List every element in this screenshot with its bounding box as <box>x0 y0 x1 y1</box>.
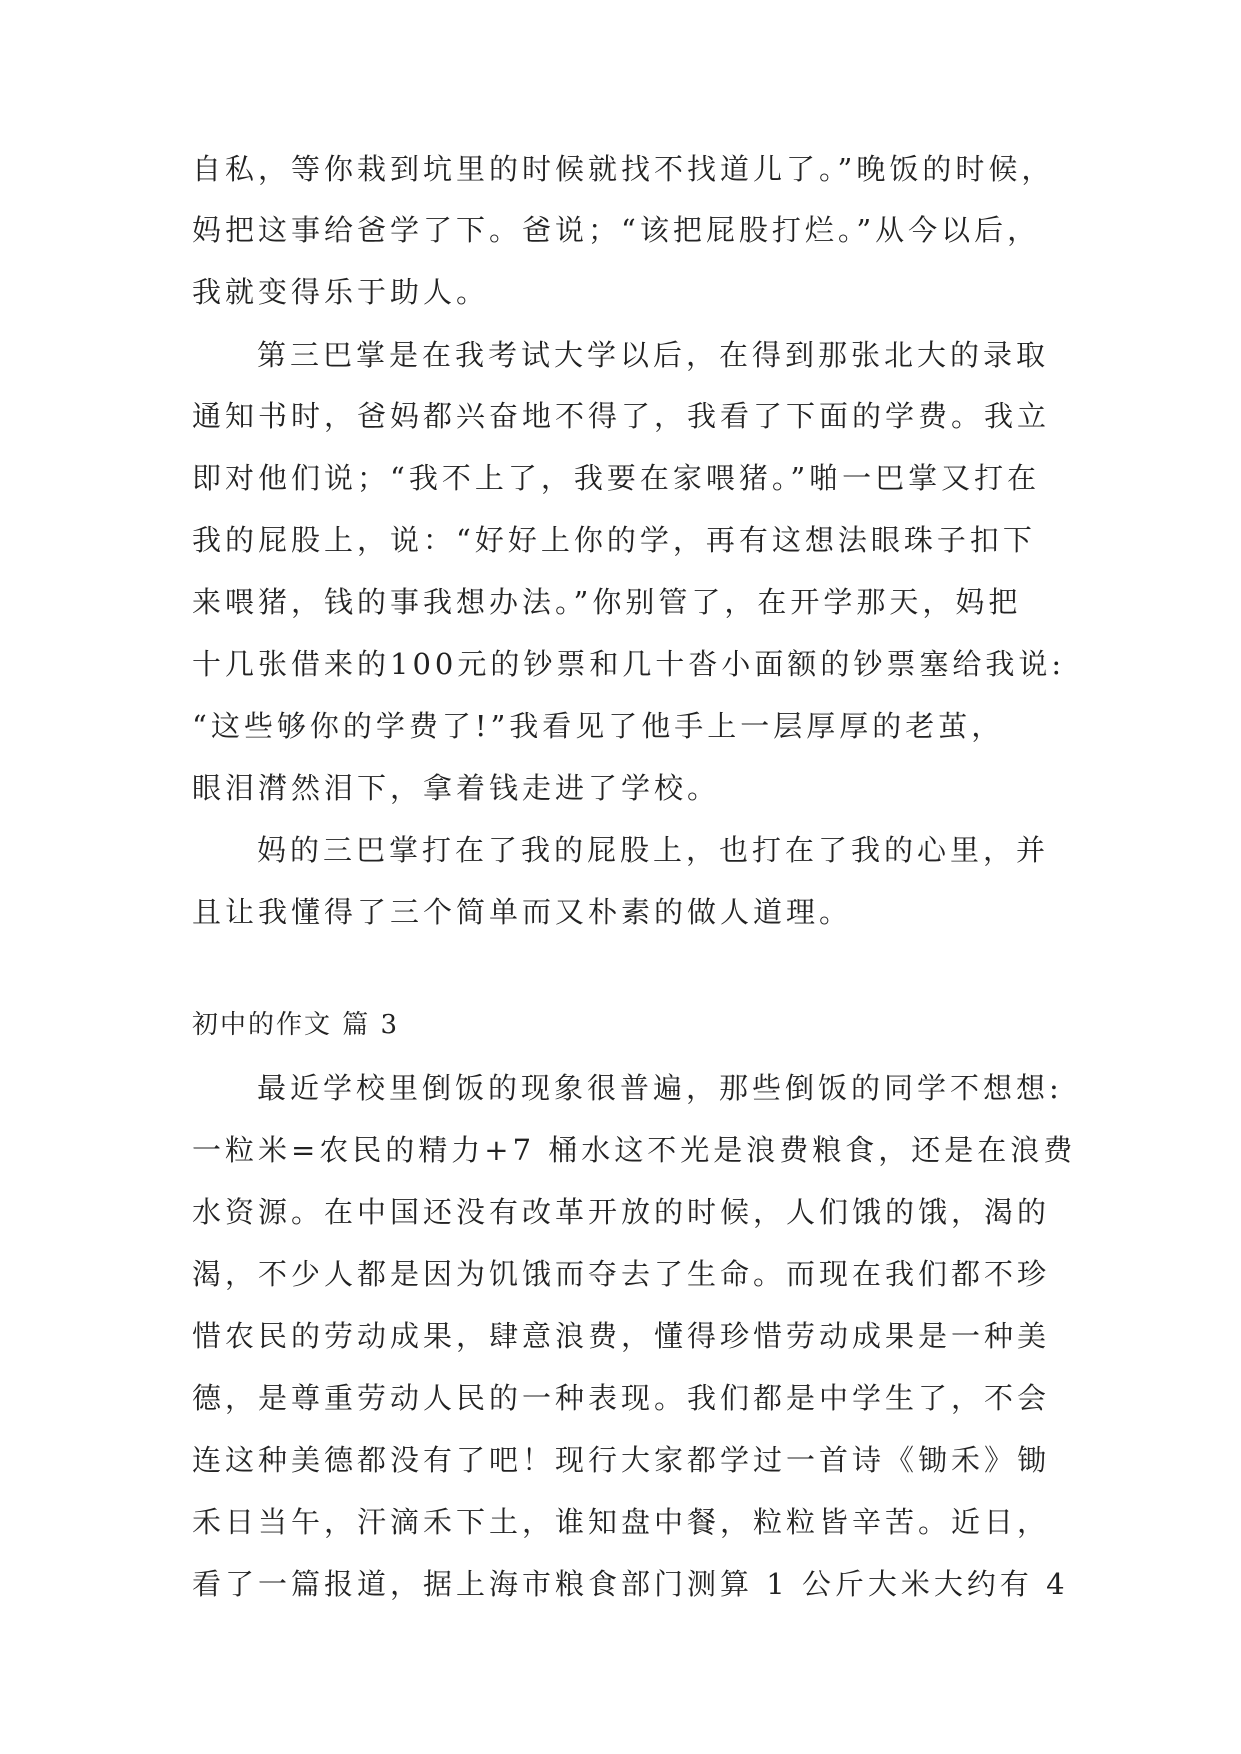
section-heading: 初中的作文 篇 3 <box>192 1010 400 1040</box>
paragraph-line: 来喂猪，钱的事我想办法。”你别管了，在开学那天，妈把 <box>192 585 1022 619</box>
paragraph-line: 且让我懂得了三个简单而又朴素的做人道理。 <box>192 895 853 929</box>
paragraph-line: 一粒米=农民的精力+7 桶水这不光是浪费粮食，还是在浪费 <box>192 1133 1077 1167</box>
paragraph-line: 看了一篇报道，据上海市粮食部门测算 1 公斤大米大约有 4 <box>192 1567 1069 1601</box>
paragraph-line: 妈的三巴掌打在了我的屁股上，也打在了我的心里，并 <box>257 833 1050 867</box>
paragraph-line: 德，是尊重劳动人民的一种表现。我们都是中学生了，不会 <box>192 1381 1051 1415</box>
paragraph-line: 眼泪潸然泪下，拿着钱走进了学校。 <box>192 771 721 805</box>
paragraph-line: 第三巴掌是在我考试大学以后，在得到那张北大的录取 <box>257 338 1050 372</box>
paragraph-line: 我就变得乐于助人。 <box>192 275 490 309</box>
paragraph-line: 渴，不少人都是因为饥饿而夺去了生命。而现在我们都不珍 <box>192 1257 1051 1291</box>
paragraph-line: 连这种美德都没有了吧！现行大家都学过一首诗《锄禾》锄 <box>192 1443 1051 1477</box>
paragraph-line: 妈把这事给爸学了下。爸说；“该把屁股打烂。”从今以后， <box>192 213 1041 247</box>
paragraph-line: 水资源。在中国还没有改革开放的时候，人们饿的饿，渴的 <box>192 1195 1051 1229</box>
paragraph-line: 通知书时，爸妈都兴奋地不得了，我看了下面的学费。我立 <box>192 399 1051 433</box>
paragraph-line: 我的屁股上，说：“好好上你的学，再有这想法眼珠子扣下 <box>192 523 1036 557</box>
paragraph-line: “这些够你的学费了!”我看见了他手上一层厚厚的老茧， <box>192 709 1005 743</box>
paragraph-line: 十几张借来的100元的钞票和几十沓小面额的钞票塞给我说: <box>192 647 1066 681</box>
paragraph-line: 惜农民的劳动成果，肆意浪费，懂得珍惜劳动成果是一种美 <box>192 1319 1051 1353</box>
paragraph-line: 即对他们说；“我不上了，我要在家喂猪。”啪一巴掌又打在 <box>192 461 1041 495</box>
paragraph-line: 禾日当午，汗滴禾下土，谁知盘中餐，粒粒皆辛苦。近日， <box>192 1505 1051 1539</box>
paragraph-line: 自私，等你栽到坑里的时候就找不找道儿了。”晚饭的时候， <box>192 152 1055 186</box>
paragraph-line: 最近学校里倒饭的现象很普遍，那些倒饭的同学不想想: <box>257 1071 1063 1105</box>
